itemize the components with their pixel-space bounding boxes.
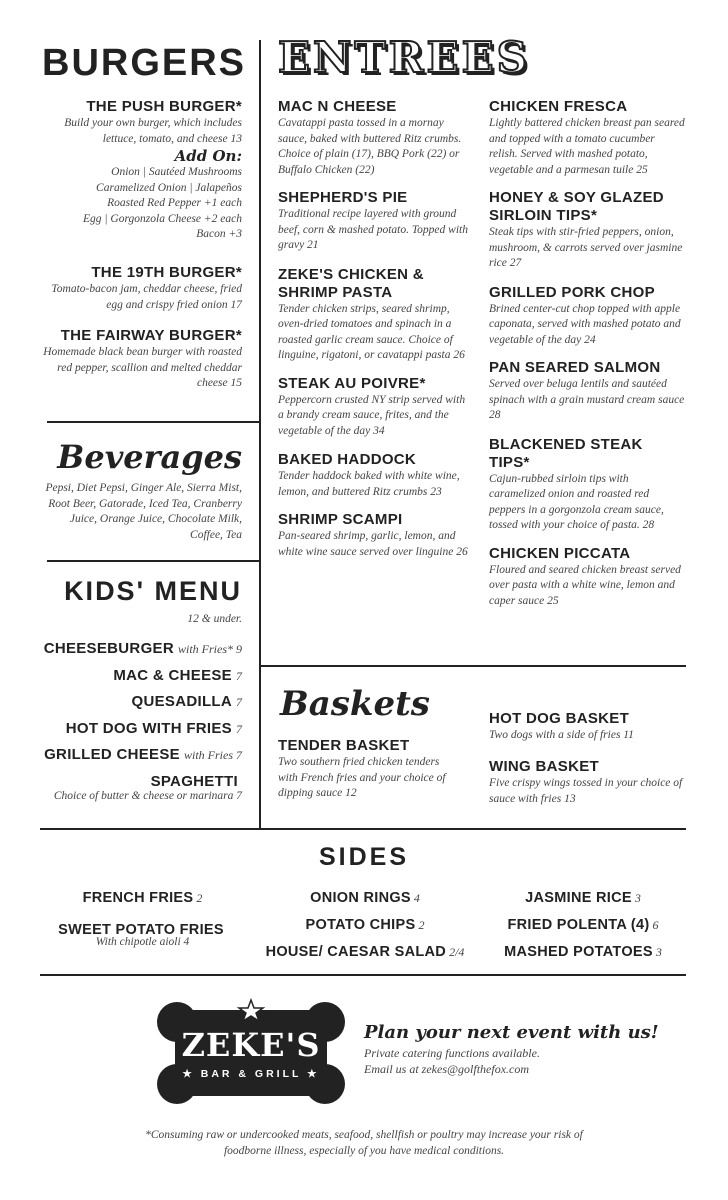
item-name: BLACKENED STEAK TIPS* bbox=[489, 435, 643, 471]
sweet-potato-note: With chipotle aioli 4 bbox=[95, 936, 190, 948]
entree-item bbox=[489, 98, 685, 178]
item-name: MAC N CHEESE bbox=[278, 98, 397, 115]
side-item bbox=[40, 885, 245, 912]
item-name: SHRIMP SCAMPI bbox=[278, 511, 403, 528]
kids-top-rule bbox=[47, 560, 260, 562]
entree-item bbox=[489, 359, 685, 424]
spaghetti-desc: Choice of butter & cheese or marinara 7 bbox=[53, 790, 242, 802]
beverages-title: Beverages bbox=[57, 438, 242, 476]
addon-title: Add On: bbox=[174, 147, 242, 165]
kids-item-price: 7 bbox=[236, 668, 242, 683]
item-desc: Brined center-cut chop topped with apple caponata, served with mashed potato and vegetable of the day 24 bbox=[489, 302, 681, 346]
event-email[interactable]: Email us at zekes@golfthefox.com bbox=[364, 1062, 530, 1076]
item-desc: Traditional recipe layered with ground beef, corn & mashed potato. Topped with gravy 21 bbox=[278, 208, 468, 251]
side-item-price: 4 bbox=[413, 891, 420, 905]
item-desc: Served over beluga lentils and sautéed spinach with a grain mustard cream sauce 28 bbox=[489, 378, 685, 421]
kids-item-name: CHEESEBURGER bbox=[43, 640, 174, 657]
item-name: THE 19TH BURGER* bbox=[91, 264, 242, 281]
side-item-name: SWEET POTATO FRIES bbox=[58, 922, 224, 938]
entree-item bbox=[278, 511, 470, 560]
food-safety-disclaimer: *Consuming raw or undercooked meats, seafood, shellfish or poultry may increase your risk of foodborne illness, especially of you have medical conditions. bbox=[145, 1129, 583, 1157]
kids-item-name: MAC & CHEESE bbox=[113, 666, 232, 684]
item-desc: Tomato-bacon jam, cheddar cheese, fried egg and crispy fried onion 17 bbox=[51, 283, 242, 311]
side-item-price: 2 bbox=[418, 918, 425, 932]
nineteenth-burger bbox=[32, 264, 242, 313]
item-name: CHICKEN FRESCA bbox=[489, 98, 628, 115]
addon-line: Egg | Gorgonzola Cheese +2 each bbox=[82, 212, 242, 225]
kids-item-name: SPAGHETTI bbox=[150, 772, 238, 790]
item-desc: Lightly battered chicken breast pan seared and topped with a tomato cucumber relish. Served with mashed potato, vegetable and a parmesan tuile 25 bbox=[489, 117, 685, 176]
item-desc: Homemade black bean burger with roasted red pepper, scallion and melted cheddar cheese 15 bbox=[43, 346, 242, 389]
item-name: THE FAIRWAY BURGER* bbox=[60, 327, 242, 344]
item-name: BAKED HADDOCK bbox=[278, 451, 417, 468]
item-name: SHEPHERD'S PIE bbox=[278, 189, 408, 206]
event-line-1: Private catering functions available. bbox=[364, 1046, 540, 1060]
star-icon: ★ bbox=[307, 1068, 320, 1080]
item-name: ZEKE'S CHICKEN & SHRIMP PASTA bbox=[278, 265, 424, 301]
item-desc: Floured and seared chicken breast served over pasta with a white wine, lemon and caper sauce 25 bbox=[489, 563, 681, 607]
beverages-list: Pepsi, Diet Pepsi, Ginger Ale, Sierra Mist, Root Beer, Gatorade, Iced Tea, Cranberry Juice, Orange Juice, Chocolate Milk, Coffee, Tea bbox=[45, 482, 242, 541]
item-desc: Two southern fried chicken tenders with French fries and your choice of dipping sauce 12 bbox=[278, 756, 446, 799]
logo-subtitle bbox=[155, 1068, 347, 1080]
addon-line: Caramelized Onion | Jalapeños bbox=[96, 181, 242, 194]
item-desc: Five crispy wings tossed in your choice of sauce with fries 13 bbox=[489, 777, 683, 805]
entrees-left-column bbox=[278, 98, 470, 560]
vertical-divider bbox=[259, 40, 261, 828]
side-item bbox=[480, 939, 686, 966]
hot-dog-basket bbox=[489, 710, 685, 744]
side-item-price: 3 bbox=[634, 891, 641, 905]
kids-item bbox=[22, 663, 242, 690]
sides-column-2 bbox=[265, 885, 465, 966]
logo-name: ZEKE'S bbox=[181, 1026, 321, 1064]
kids-title: KIDS' MENU bbox=[64, 576, 242, 606]
item-name: THE PUSH BURGER* bbox=[86, 98, 242, 115]
entree-item bbox=[489, 189, 685, 272]
side-item bbox=[480, 912, 686, 939]
entree-item bbox=[278, 98, 470, 178]
kids-item-name: HOT DOG WITH FRIES bbox=[65, 719, 232, 737]
side-item-name: JASMINE RICE bbox=[525, 890, 632, 906]
side-item-price: 2 bbox=[196, 891, 203, 905]
item-name: GRILLED PORK CHOP bbox=[489, 283, 655, 301]
tender-basket bbox=[278, 737, 460, 802]
fairway-burger bbox=[32, 327, 242, 392]
kids-item bbox=[22, 716, 242, 743]
kids-item-price: with Fries* 9 bbox=[177, 642, 242, 656]
kids-item-price: 7 bbox=[236, 695, 242, 709]
entree-item bbox=[278, 375, 470, 440]
item-desc: Steak tips with stir-fried peppers, onion, mushroom, & carrots served over jasmine rice 27 bbox=[489, 226, 683, 269]
item-name: HOT DOG BASKET bbox=[489, 710, 630, 727]
entree-item bbox=[278, 189, 470, 254]
item-name: STEAK AU POIVRE* bbox=[278, 374, 426, 392]
item-desc: Cavatappi pasta tossed in a mornay sauce, baked with buttered Ritz crumbs. Choice of plain (17), BBQ Pork (22) or Buffalo Chicken (22) bbox=[278, 117, 462, 176]
kids-item bbox=[22, 742, 242, 769]
entree-item bbox=[278, 266, 470, 364]
kids-item-price: 7 bbox=[236, 721, 242, 736]
entree-item bbox=[489, 436, 685, 534]
logo-subtitle-text: BAR & GRILL bbox=[200, 1068, 302, 1080]
side-item-name: ONION RINGS bbox=[310, 890, 411, 906]
side-item-price: 3 bbox=[655, 945, 662, 959]
item-name: TENDER BASKET bbox=[278, 737, 410, 754]
item-desc: Tender haddock baked with white wine, lemon, and buttered Ritz crumbs 23 bbox=[278, 470, 460, 498]
side-item-name: MASHED POTATOES bbox=[504, 944, 653, 960]
addon-line: Bacon +3 bbox=[196, 228, 242, 240]
baskets-title: Baskets bbox=[280, 684, 430, 724]
item-name: HONEY & SOY GLAZED SIRLOIN TIPS* bbox=[489, 189, 664, 224]
entrees-right-column bbox=[489, 98, 685, 609]
side-item bbox=[265, 939, 465, 966]
entree-item bbox=[489, 284, 685, 349]
star-icon: ★ bbox=[182, 1068, 195, 1080]
beverages-top-rule bbox=[47, 421, 260, 423]
item-desc: Cajun-rubbed sirloin tips with caramelized onion and roasted red peppers in a gorgonzola cream sauce, tossed with your choice of pasta. 28 bbox=[489, 472, 664, 531]
side-item-name: FRENCH FRIES bbox=[82, 890, 194, 906]
kids-item-name: GRILLED CHEESE bbox=[44, 746, 180, 763]
burgers-title: BURGERS bbox=[42, 42, 247, 84]
wing-basket bbox=[489, 758, 685, 807]
item-desc: Tender chicken strips, seared shrimp, oven-dried tomatoes and spinach in a roasted garlic cream sauce. Choice of linguine, rigatoni, or cavatappi pasta 26 bbox=[278, 302, 465, 361]
side-item-name: FRIED POLENTA (4) bbox=[507, 917, 650, 933]
sides-top-rule bbox=[40, 828, 686, 830]
side-item-price: 2/4 bbox=[449, 945, 465, 959]
side-item-name: POTATO CHIPS bbox=[305, 917, 416, 933]
side-item-name: HOUSE/ CAESAR SALAD bbox=[265, 944, 447, 960]
item-desc: Two dogs with a side of fries 11 bbox=[489, 729, 634, 741]
kids-item-name: QUESADILLA bbox=[131, 693, 232, 710]
entree-item bbox=[278, 451, 470, 500]
side-item bbox=[265, 912, 465, 939]
zekes-logo bbox=[155, 996, 347, 1110]
kids-subtitle: 12 & under. bbox=[187, 613, 242, 625]
addon-line: Roasted Red Pepper +1 each bbox=[107, 197, 242, 209]
item-desc: Pan-seared shrimp, garlic, lemon, and white wine sauce served over linguine 26 bbox=[278, 530, 468, 558]
entree-item bbox=[489, 545, 685, 610]
addon-line: Onion | Sautéed Mushrooms bbox=[111, 166, 242, 178]
kids-items bbox=[22, 636, 242, 795]
kids-item bbox=[22, 689, 242, 716]
side-item bbox=[480, 885, 686, 912]
side-item-price: 6 bbox=[652, 918, 659, 932]
item-name: CHICKEN PICCATA bbox=[489, 544, 631, 562]
addon-list bbox=[32, 165, 242, 243]
sides-bottom-rule bbox=[40, 974, 686, 976]
baskets-top-rule bbox=[260, 665, 686, 667]
kids-item bbox=[22, 636, 242, 663]
side-item bbox=[265, 885, 465, 912]
sides-column-3 bbox=[480, 885, 686, 966]
item-desc: Peppercorn crusted NY strip served with a brandy cream sauce, frites, and the vegetable of the day 34 bbox=[278, 393, 466, 437]
event-title: Plan your next event with us! bbox=[364, 1022, 659, 1043]
kids-item-price: with Fries 7 bbox=[183, 748, 242, 762]
sides-title: SIDES bbox=[318, 843, 410, 871]
item-name: WING BASKET bbox=[489, 758, 599, 775]
item-desc: Build your own burger, which includes lettuce, tomato, and cheese 13 bbox=[64, 117, 242, 145]
push-burger bbox=[32, 98, 242, 243]
item-name: PAN SEARED SALMON bbox=[489, 359, 661, 376]
entrees-title: ENTREES bbox=[278, 33, 530, 82]
